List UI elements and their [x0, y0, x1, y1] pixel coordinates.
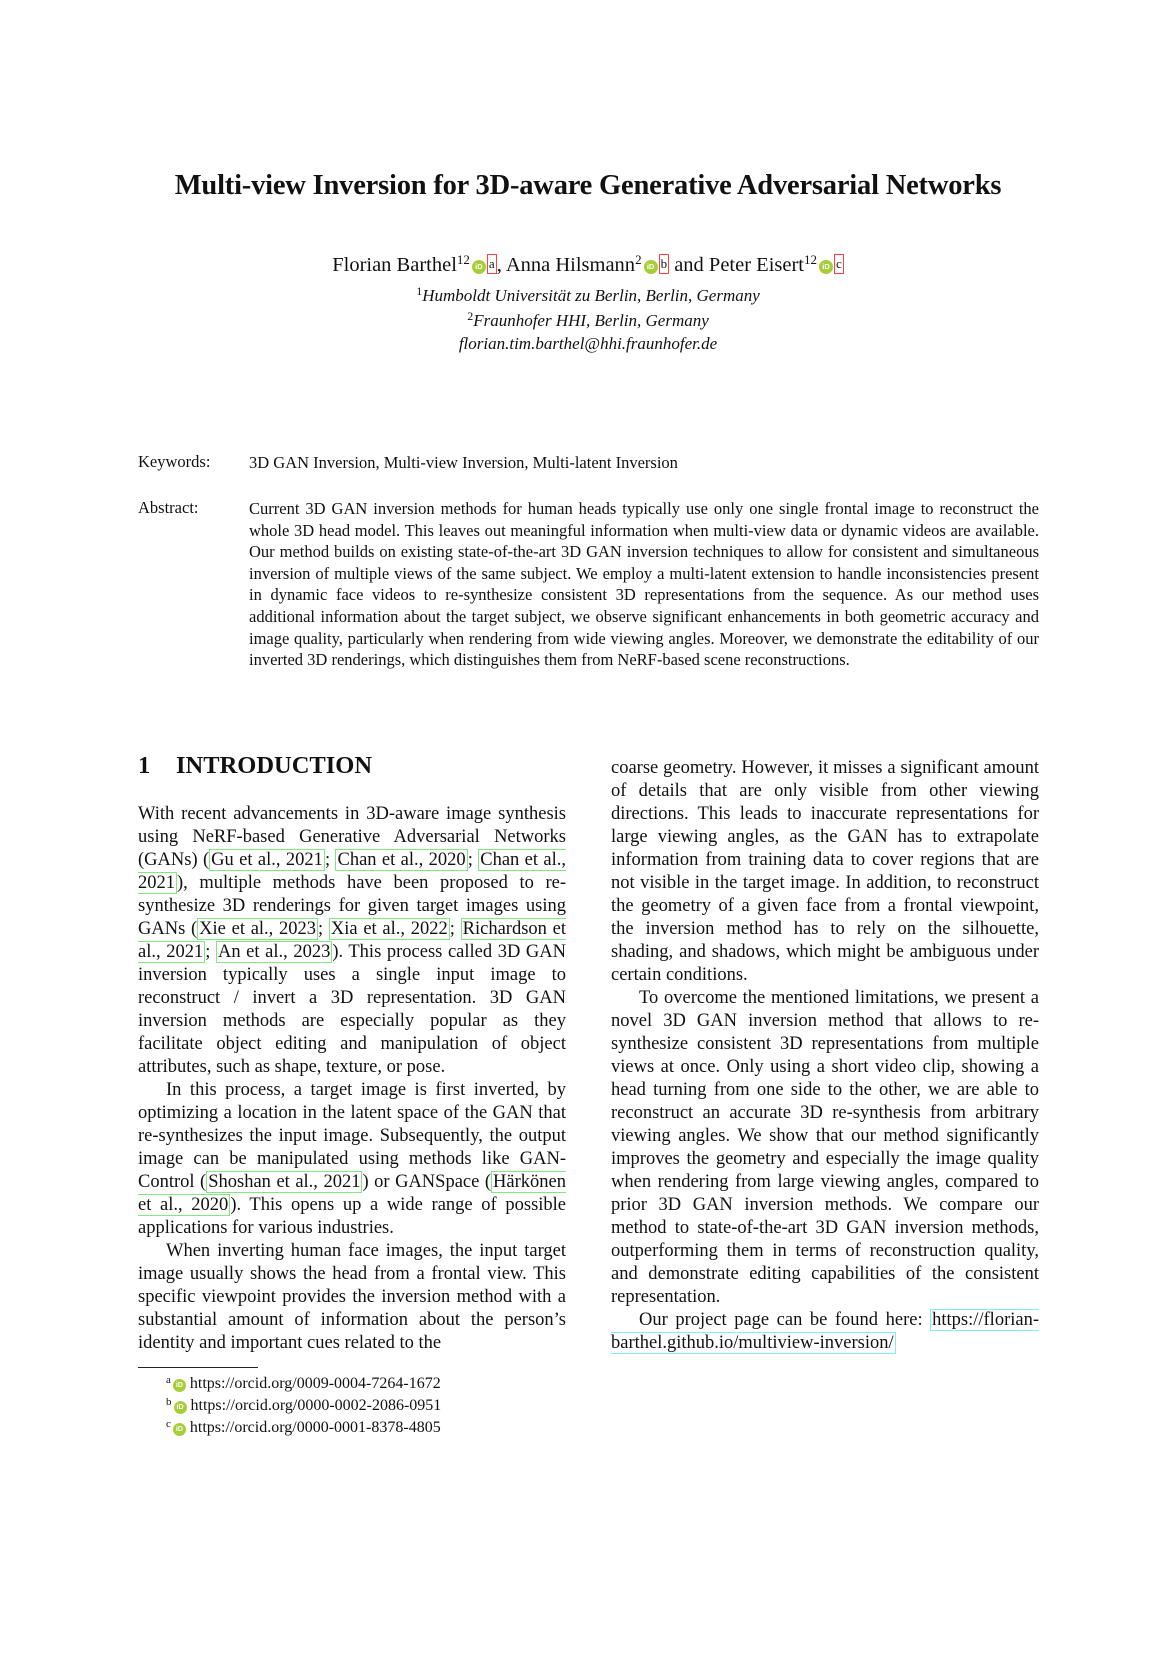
text-run: ;: [324, 850, 336, 870]
footnote-mark: b: [166, 1396, 172, 1408]
section-heading: [138, 752, 372, 780]
text-run: With recent advancements in 3D-aware image synthesis using NeRF-based Generative Adversarial Networks (GANs) (: [138, 804, 566, 870]
text-run: ), multiple methods have been proposed to re-synthesize 3D renderings for given target images using GANs (: [138, 873, 566, 939]
footnote-mark: c: [166, 1418, 171, 1430]
footnote-divider: [138, 1367, 258, 1368]
author-name: Florian Barthel: [332, 254, 457, 276]
text-run: ;: [449, 919, 461, 939]
orcid-icon: iD: [644, 260, 658, 274]
paragraph: coarse geometry. However, it misses a significant amount of details that are only visible from other viewing directions. This leads to inaccurate representations for large viewing angles, as the GAN has to extrapolate information from training data to cover regions that are not visible in the target image. In addition, to reconstruct the geometry of a given face from a frontal viewpoint, the inversion method has to rely on the silhouette, shading, and shadows, which might be ambiguous under certain conditions.: [611, 758, 1039, 985]
paper-title: Multi-view Inversion for 3D-aware Generative Adversarial Networks: [174, 170, 1002, 201]
affiliation-mark: 2: [467, 309, 474, 323]
affiliation-mark: 1: [416, 284, 423, 298]
citation-link[interactable]: Xia et al., 2022: [330, 919, 448, 939]
paragraph: [611, 1309, 1039, 1355]
orcid-link[interactable]: https://orcid.org/0000-0001-8378-4805: [189, 1419, 441, 1436]
paragraph: [138, 803, 566, 1079]
text-run: ;: [467, 850, 479, 870]
author-name: Anna Hilsmann: [505, 254, 636, 276]
citation-link[interactable]: Gu et al., 2021: [211, 850, 323, 870]
affiliation-text: Humboldt Universität zu Berlin, Berlin, Germany: [422, 286, 760, 305]
orcid-icon: iD: [173, 1379, 186, 1392]
affiliation-2: [0, 311, 1176, 331]
affiliation-marks: 12: [456, 252, 470, 267]
footnote-c: [166, 1417, 441, 1438]
orcid-icon: iD: [173, 1423, 186, 1436]
affiliation-marks: 12: [804, 252, 817, 267]
paragraph: When inverting human face images, the input target image usually shows the head from a frontal view. This specific viewpoint provides the inversion method with a substantial amount of information about the person’s identity and important cues related to the: [138, 1241, 566, 1353]
author-separator: ,: [496, 254, 506, 276]
text-run: ;: [205, 942, 216, 962]
footnote-link-c[interactable]: c: [834, 254, 844, 274]
author-separator: and: [669, 254, 709, 276]
project-page-link[interactable]: https://florian-barthel.github.io/multiview-inversion/: [611, 1310, 1039, 1353]
text-run: In this process, a target image is first inverted, by optimizing a location in the latent space of the GAN that re-synthesizes the input image. Subsequently, the output image can be manipulated using methods like GAN-Control (: [138, 1080, 566, 1192]
abstract-text: Current 3D GAN inversion methods for human heads typically use only one single frontal image to reconstruct the whole 3D head model. This leaves out meaningful information when multi-view data or dynamic videos are available. Our method builds on existing state-of-the-art 3D GAN inversion techniques to allow for consistent and simultaneous inversion of multiple views of the same subject. We employ a multi-latent extension to handle inconsistencies present in dynamic face videos to re-synthesize consistent 3D representations from the sequence. As our method uses additional information about the target subject, we observe significant enhancements in both geometric accuracy and image quality, particularly when rendering from wide viewing angles. Moreover, we demonstrate the editability of our inverted 3D renderings, which distinguishes them from NeRF-based scene reconstructions.: [249, 499, 1039, 670]
section-number: 1: [138, 752, 151, 779]
citation-link[interactable]: Chan et al., 2021: [138, 850, 567, 893]
orcid-link[interactable]: https://orcid.org/0000-0002-2086-0951: [190, 1397, 442, 1414]
text-run: Our project page can be found here:: [639, 1310, 931, 1330]
affiliation-1: [0, 286, 1176, 306]
footnote-mark: a: [166, 1374, 171, 1386]
orcid-link[interactable]: https://orcid.org/0009-0004-7264-1672: [189, 1375, 441, 1392]
footnote-b: [166, 1395, 441, 1416]
author-name: Peter Eisert: [708, 254, 804, 276]
left-column: [138, 803, 566, 1355]
abstract-label: Abstract:: [138, 498, 199, 517]
author-email: florian.tim.barthel@hhi.fraunhofer.de: [458, 334, 718, 353]
citation-link[interactable]: Xie et al., 2023: [199, 919, 317, 939]
citation-link[interactable]: Härkönen et al., 2020: [138, 1172, 566, 1215]
author-line: [0, 254, 1176, 277]
affiliation-text: Fraunhofer HHI, Berlin, Germany: [473, 311, 709, 330]
orcid-icon: iD: [174, 1401, 187, 1414]
footnote-link-b[interactable]: b: [659, 254, 670, 274]
paragraph: To overcome the mentioned limitations, we present a novel 3D GAN inversion method that allows to re-synthesize consistent 3D representations from multiple views at once. Only using a short video clip, showing a head turning from one side to the other, we are able to reconstruct an accurate 3D re-synthesis from arbitrary viewing angles. We show that our method significantly improves the geometry and especially the image quality when rendering from large viewing angles, compared to prior 3D GAN inversion methods. We compare our method to state-of-the-art 3D GAN inversion methods, outperforming them in terms of reconstruction quality, and demonstrate editing capabilities of the consistent representation.: [611, 988, 1039, 1307]
citation-link[interactable]: An et al., 2023: [217, 942, 331, 962]
section-title: INTRODUCTION: [176, 752, 373, 779]
text-run: ). This opens up a wide range of possible applications for various industries.: [138, 1195, 567, 1238]
text-run: ;: [318, 919, 329, 939]
keywords-label: Keywords:: [138, 452, 211, 471]
text-run: ). This process called 3D GAN inversion typically uses a single input image to reconstruct / invert a 3D representation. 3D GAN inversion methods are especially popular as they facilitate object editing and manipulation of object attributes, such as shape, texture, or pose.: [138, 942, 567, 1077]
citation-link[interactable]: Shoshan et al., 2021: [208, 1172, 361, 1192]
citation-link[interactable]: Richardson et al., 2021: [138, 919, 566, 962]
text-run: ) or GANSpace (: [362, 1172, 492, 1192]
citation-link[interactable]: Chan et al., 2020: [337, 850, 466, 870]
footnote-link-a[interactable]: a: [487, 254, 497, 274]
right-column: [611, 757, 1039, 1355]
keywords-text: 3D GAN Inversion, Multi-view Inversion, Multi-latent Inversion: [249, 453, 678, 472]
paragraph: [138, 1079, 566, 1240]
orcid-icon: iD: [819, 260, 833, 274]
footnote-a: [166, 1373, 441, 1394]
orcid-icon: iD: [472, 260, 486, 274]
affiliation-marks: 2: [635, 252, 642, 267]
